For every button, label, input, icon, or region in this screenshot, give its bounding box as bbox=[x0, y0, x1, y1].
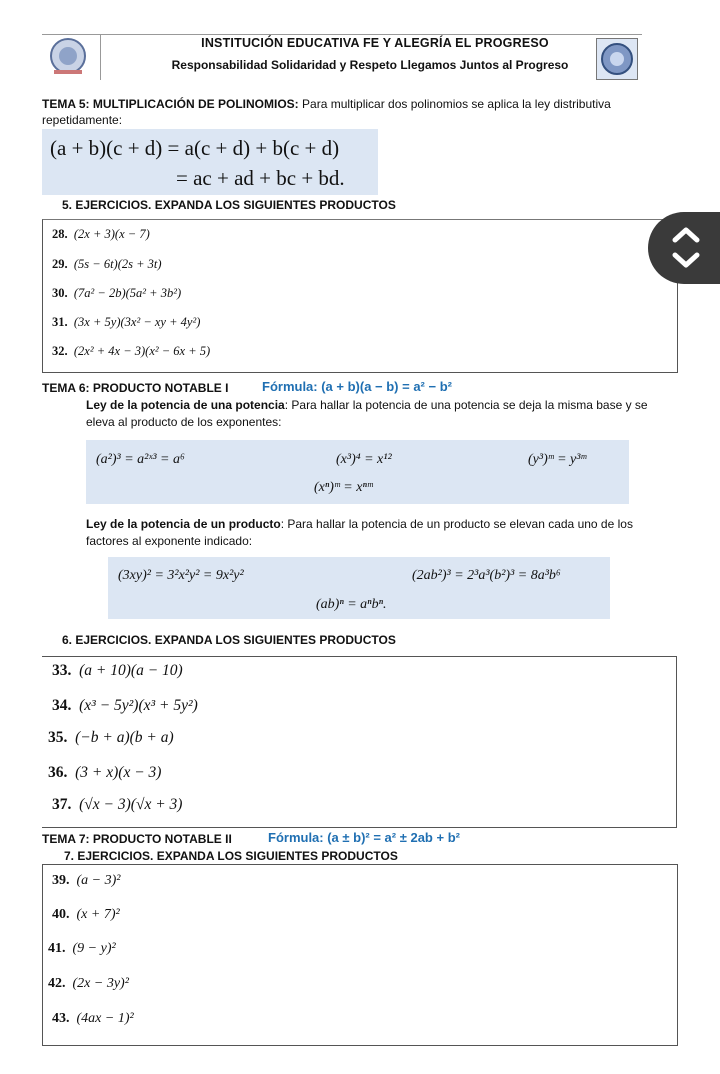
tema5-text-cont: repetidamente: bbox=[42, 113, 123, 127]
ley2-text: : Para hallar la potencia de un producto se elevan cada uno de los bbox=[280, 517, 633, 531]
exercise-32: 32. (2x² + 4x − 3)(x² − 6x + 5) bbox=[52, 344, 211, 358]
section7-box bbox=[42, 864, 678, 1046]
exercise-37: 37. (√x − 3)(√x + 3) bbox=[52, 796, 183, 813]
ley1-text-cont: eleva al producto de los exponentes: bbox=[86, 415, 282, 429]
product-example-3: (ab)ⁿ = aⁿbⁿ. bbox=[316, 597, 387, 612]
exercise-29: 29. (5s − 6t)(2s + 3t) bbox=[52, 257, 162, 271]
scroll-nav-button[interactable] bbox=[648, 212, 720, 284]
exercise-31: 31. (3x + 5y)(3x² − xy + 4y²) bbox=[52, 315, 201, 329]
exercise-40: 40. (x + 7)² bbox=[52, 907, 120, 922]
exercise-28: 28. (2x + 3)(x − 7) bbox=[52, 227, 150, 241]
product-example-1: (3xy)² = 3²x²y² = 9x²y² bbox=[118, 568, 244, 583]
ley1-title: Ley de la potencia de una potencia bbox=[86, 398, 285, 412]
tema7-title: TEMA 7: PRODUCTO NOTABLE II bbox=[42, 832, 232, 846]
exercise-43: 43. (4ax − 1)² bbox=[52, 1011, 134, 1026]
product-example-2: (2ab²)³ = 2³a³(b²)³ = 8a³b⁶ bbox=[412, 568, 561, 583]
exercise-36: 36. (3 + x)(x − 3) bbox=[48, 764, 162, 781]
exercise-42: 42. (2x − 3y)² bbox=[48, 976, 129, 991]
exercise-33: 33. (a + 10)(a − 10) bbox=[52, 662, 183, 679]
power-example-2: (x³)⁴ = x¹² bbox=[336, 452, 392, 467]
exercise-39: 39. (a − 3)² bbox=[52, 873, 121, 888]
exercise-34: 34. (x³ − 5y²)(x³ + 5y²) bbox=[52, 697, 198, 714]
section6-title: 6. EJERCICIOS. EXPANDA LOS SIGUIENTES PRODUCTOS bbox=[62, 633, 396, 647]
tema5-paragraph bbox=[42, 97, 682, 111]
power-example-3: (y³)ᵐ = y³ᵐ bbox=[528, 452, 587, 467]
section5-title: 5. EJERCICIOS. EXPANDA LOS SIGUIENTES PRODUCTOS bbox=[62, 198, 396, 212]
section7-title: 7. EJERCICIOS. EXPANDA LOS SIGUIENTES PRODUCTOS bbox=[64, 849, 398, 863]
ley2-paragraph bbox=[86, 517, 686, 531]
ley1-text: : Para hallar la potencia de una potencia se deja la misma base y se bbox=[284, 398, 648, 412]
tema7-formula: Fórmula: (a ± b)² = a² ± 2ab + b² bbox=[268, 830, 460, 845]
ley2-text-cont: factores al exponente indicado: bbox=[86, 534, 253, 548]
school-logo-left bbox=[48, 36, 88, 76]
chevron-up-down-icon bbox=[648, 212, 720, 284]
distributive-eq1: (a + b)(c + d) = a(c + d) + b(c + d) bbox=[50, 136, 340, 160]
ley2-title: Ley de la potencia de un producto bbox=[86, 517, 281, 531]
exercise-30: 30. (7a² − 2b)(5a² + 3b²) bbox=[52, 286, 182, 300]
exercise-41: 41. (9 − y)² bbox=[48, 941, 116, 956]
school-motto: Responsabilidad Solidaridad y Respeto Llegamos Juntos al Progreso bbox=[171, 58, 569, 72]
tema5-text: Para multiplicar dos polinomios se aplica la ley distributiva bbox=[302, 97, 611, 111]
school-logo-right bbox=[596, 38, 638, 80]
school-name: INSTITUCIÓN EDUCATIVA FE Y ALEGRÍA EL PROGRESO bbox=[201, 36, 549, 50]
header-divider bbox=[100, 34, 101, 80]
tema5-title: TEMA 5: MULTIPLICACIÓN DE POLINOMIOS: bbox=[42, 97, 299, 111]
power-example-4: (xⁿ)ᵐ = xⁿᵐ bbox=[314, 480, 373, 495]
exercise-35: 35. (−b + a)(b + a) bbox=[48, 729, 174, 746]
tema6-title: TEMA 6: PRODUCTO NOTABLE I bbox=[42, 381, 229, 395]
ley1-paragraph bbox=[86, 398, 686, 412]
distributive-eq2: = ac + ad + bc + bd. bbox=[176, 166, 345, 190]
power-example-1: (a²)³ = a²ˣ³ = a⁶ bbox=[96, 452, 185, 467]
tema6-formula: Fórmula: (a + b)(a − b) = a² − b² bbox=[262, 379, 452, 394]
